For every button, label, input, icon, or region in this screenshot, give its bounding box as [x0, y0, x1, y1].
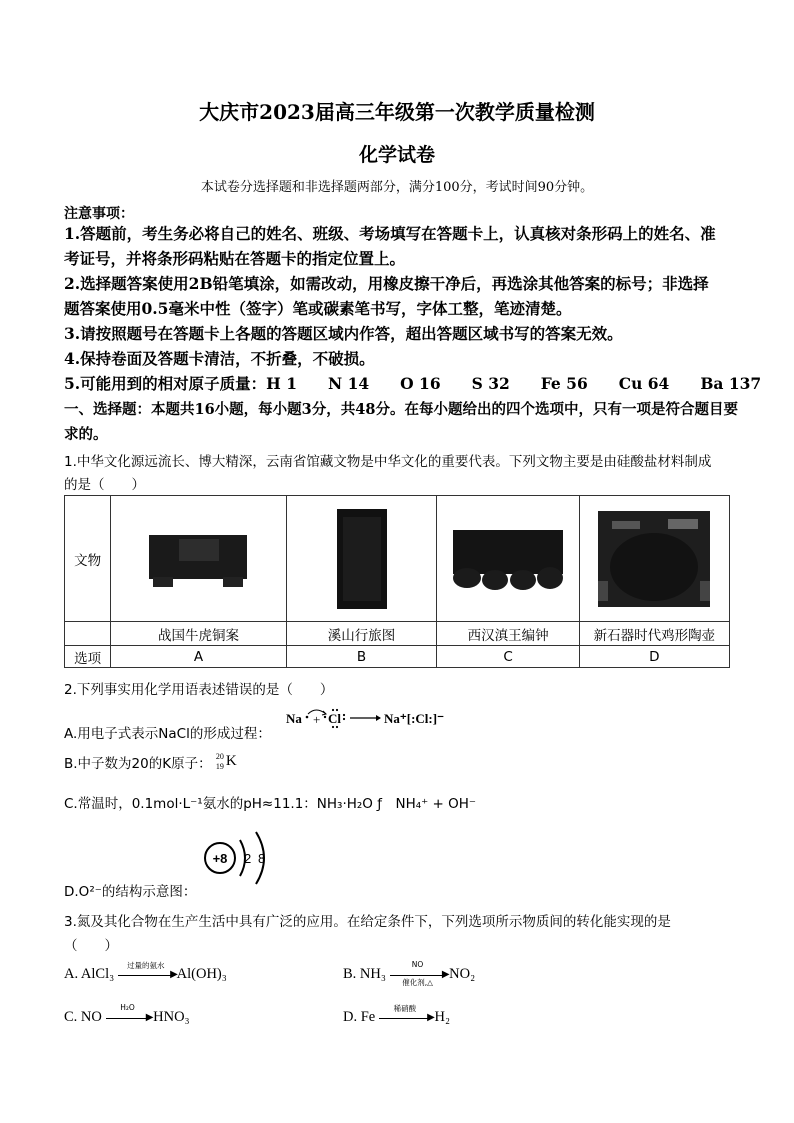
note-4: 4.保持卷面及答题卡清洁，不折叠，不破损。	[64, 349, 375, 368]
note-5: 5.可能用到的相对原子质量：H 1 N 14 O 16 S 32 Fe 56 Cu 64 Ba 137	[64, 374, 762, 393]
q3-c-condition: H₂O	[120, 1002, 135, 1012]
note-3: 3.请按照题号在答题卡上各题的答题区域内作答，超出答题区域书写的答案无效。	[64, 324, 623, 343]
q3-option-d	[343, 1003, 451, 1026]
option-row-label: 选项	[65, 646, 111, 668]
q3-c-reactant: C. NO	[64, 1009, 102, 1025]
relic-name-c: 西汉滇王编钟	[437, 622, 579, 646]
q3-stem-line-1: 3.氮及其化合物在生产生活中具有广泛的应用。在给定条件下，下列选项所示物质间的转化能实现的是	[64, 914, 671, 930]
q2-option-b-label: B.中子数为20的K原子：	[64, 756, 212, 772]
notes-heading: 注意事项：	[64, 206, 134, 222]
relic-image-a	[111, 496, 286, 622]
relic-image-b	[286, 496, 437, 622]
relic-name-a: 战国牛虎铜案	[111, 622, 286, 646]
svg-text:Na: Na	[286, 711, 302, 726]
nucleus-charge: +8	[212, 851, 228, 866]
option-b: B	[286, 646, 437, 668]
mass-number: 20	[215, 752, 224, 761]
relic-image-d	[579, 496, 729, 622]
atomic-number: 19	[215, 762, 224, 771]
q2-option-a-text: A.用电子式表示NaCl的形成过程：	[64, 726, 271, 742]
q2-stem: 2.下列事实用化学用语表述错误的是（ ）	[64, 682, 334, 698]
q1-stem-line-2: 的是（ ）	[64, 477, 145, 493]
relic-image-c	[437, 496, 579, 622]
q3-option-c	[64, 1002, 190, 1026]
note-1-line-2: 考证号，并将条形码粘贴在答题卡的指定位置上。	[64, 249, 406, 268]
q3-c-arrow: H₂O ▶	[106, 1011, 150, 1025]
note-2-line-1: 2.选择题答案使用2B铅笔填涂，如需改动，用橡皮擦干净后，再选涂其他答案的标号；非选择	[64, 274, 709, 293]
q3-a-reactant: A. AlCl₃	[64, 966, 115, 982]
q3-d-condition: 稀硝酸	[393, 1003, 417, 1013]
relic-name-d: 新石器时代鸡形陶壶	[579, 622, 729, 646]
q2-option-d-text: D.O²⁻的结构示意图：	[64, 884, 197, 900]
option-a: A	[111, 646, 286, 668]
q1-stem-line-1: 1.中华文化源远流长、博大精深，云南省馆藏文物是中华文化的重要代表。下列文物主要是由硅酸盐材料制成	[64, 454, 712, 470]
q3-d-arrow: 稀硝酸 ▶	[379, 1011, 431, 1025]
q3-a-arrow: 过量的氨水 ▶	[118, 968, 174, 982]
nacl-formation-diagram	[286, 706, 456, 732]
option-c: C	[437, 646, 579, 668]
q3-b-arrow: NO ▶ 催化剂,△	[390, 968, 446, 982]
exam-info: 本试卷分选择题和非选择题两部分，满分100分，考试时间90分钟。	[200, 180, 594, 195]
q3-b-condition-top: NO	[411, 959, 424, 969]
bell-set-image	[453, 526, 563, 592]
q3-b-condition-bottom: 催化剂,△	[402, 977, 433, 987]
bronze-table-image	[149, 529, 247, 589]
note-2-line-2: 题答案使用0.5毫米中性（签字）笔或碳素笔书写，字体工整，笔迹清楚。	[64, 299, 572, 318]
oxygen-ion-structure-diagram	[200, 830, 280, 886]
q3-option-a	[64, 960, 227, 983]
q2-option-c-text: C.常温时，0.1mol·L⁻¹氨水的pH≈11.1：NH₃·H₂O ƒ NH₄⁺ + OH⁻	[64, 796, 477, 812]
svg-text:Cl: Cl	[328, 711, 341, 726]
pottery-pot-image	[598, 511, 710, 607]
q2-option-b-text	[64, 752, 238, 773]
shell-2-electrons: 8	[258, 851, 266, 866]
relic-row-label: 文物	[65, 496, 111, 622]
q3-d-reactant: D. Fe	[343, 1009, 376, 1025]
q3-b-reactant: B. NH₃	[343, 966, 386, 982]
exam-subtitle: 化学试卷	[358, 144, 435, 166]
section-1-line-1: 一、选择题：本题共16小题，每小题3分，共48分。在每小题给出的四个选项中，只有一项是符合题目要	[64, 401, 738, 418]
nacl-product: Na⁺[:Cl:]⁻	[384, 711, 444, 726]
note-1-line-1: 1.答题前，考生务必将自己的姓名、班级、考场填写在答题卡上，认真核对条形码上的姓名、准	[64, 224, 716, 243]
q3-a-product: Al(OH)₃	[176, 966, 227, 982]
painting-image	[337, 509, 387, 609]
potassium-nuclide	[215, 752, 238, 773]
svg-text:+: +	[313, 712, 321, 727]
exam-title: 大庆市2023届高三年级第一次教学质量检测	[199, 100, 595, 124]
element-symbol: K	[225, 753, 237, 769]
q3-d-product: H₂	[434, 1009, 451, 1025]
q3-option-b	[343, 959, 476, 987]
q3-b-product: NO₂	[449, 966, 476, 982]
q3-a-condition: 过量的氨水	[127, 960, 165, 970]
relics-table	[64, 495, 730, 668]
shell-1-electrons: 2	[244, 851, 252, 866]
q3-c-product: HNO₃	[153, 1009, 190, 1025]
section-1-line-2: 求的。	[64, 426, 108, 443]
option-d: D	[579, 646, 729, 668]
q3-stem-line-2: （ ）	[64, 938, 118, 954]
relic-name-b: 溪山行旅图	[286, 622, 437, 646]
